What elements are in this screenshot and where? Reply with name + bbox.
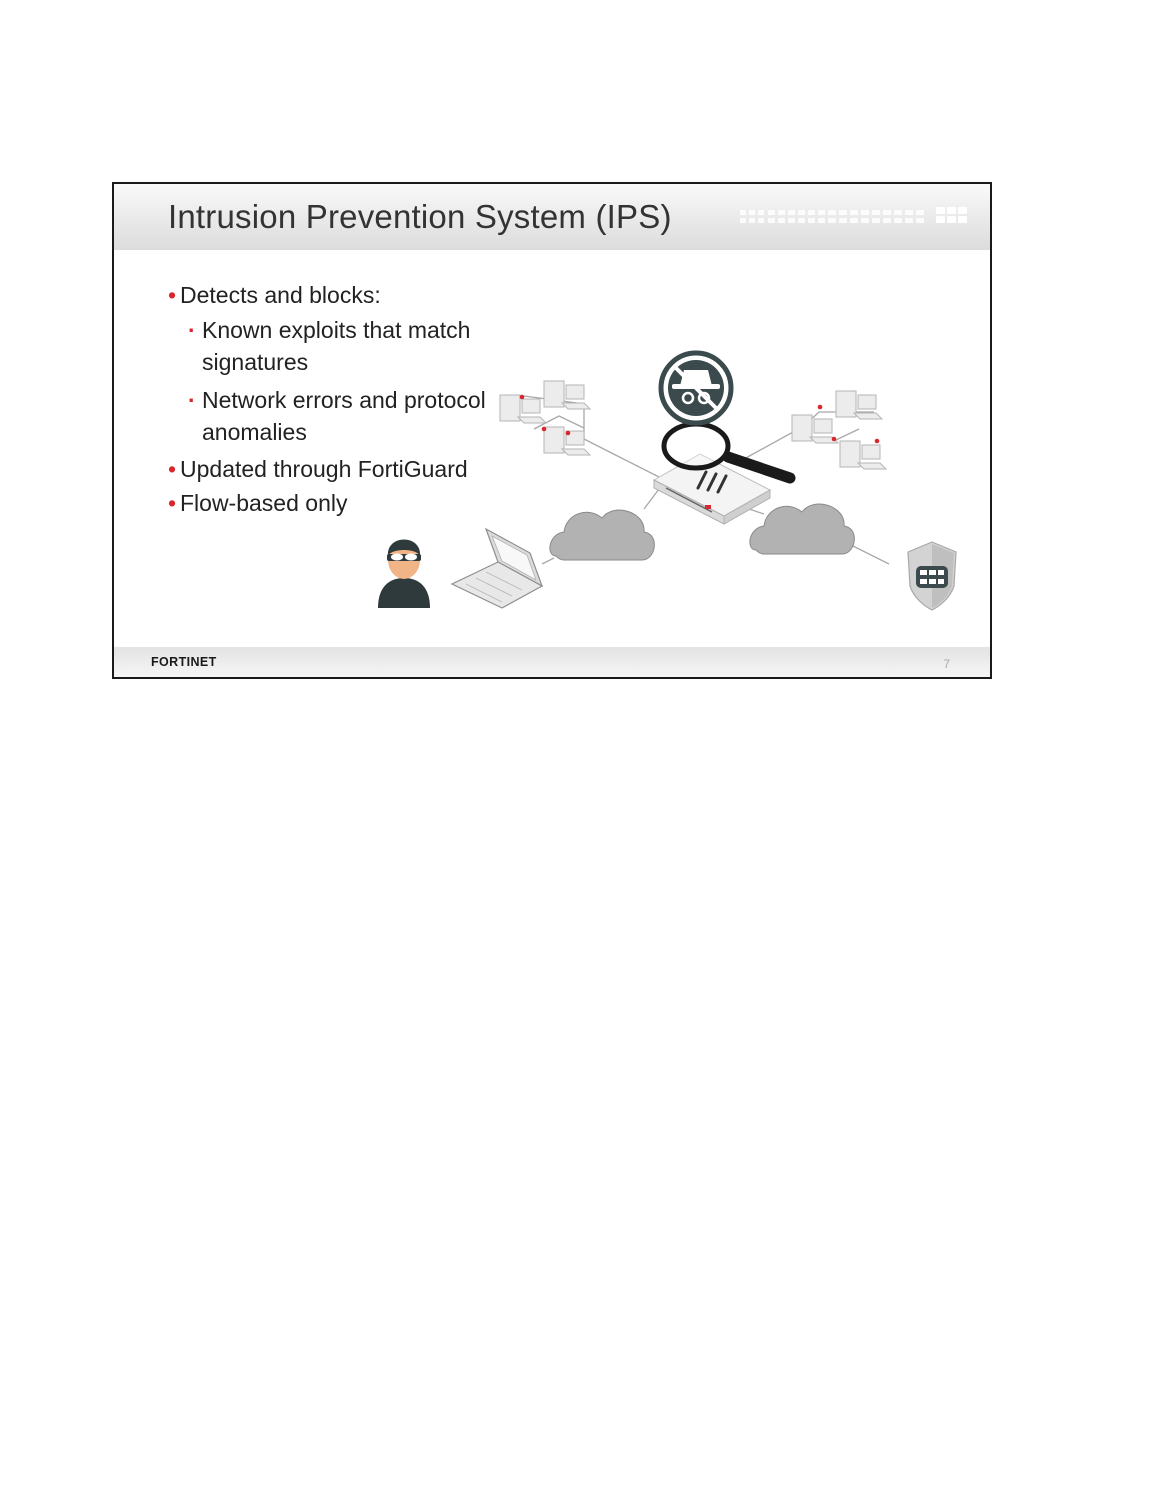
- cloud-icon: [750, 504, 854, 554]
- sub-bullet-network-errors: · Network errors and protocol anomalies: [168, 384, 488, 448]
- computer-cluster-icon: [500, 381, 590, 455]
- hacker-icon: [378, 540, 430, 609]
- svg-text:FORTINET: FORTINET: [151, 655, 217, 668]
- computer-cluster-icon: [792, 391, 886, 469]
- cloud-icon: [550, 510, 654, 560]
- slide-title: Intrusion Prevention System (IPS): [168, 198, 672, 235]
- slide-footer: [114, 647, 990, 677]
- no-spy-icon: [661, 353, 731, 423]
- bullet-flow-based: • Flow-based only: [168, 488, 488, 518]
- page-number: 7: [943, 657, 950, 671]
- bullet-fortiguard: • Updated through FortiGuard: [168, 454, 488, 484]
- sub-bullet-known-exploits: · Known exploits that match signatures: [168, 314, 488, 378]
- slide: [112, 182, 992, 679]
- fortinet-logo: [151, 655, 227, 668]
- shield-icon: [908, 542, 956, 610]
- ips-network-diagram: [114, 184, 990, 677]
- laptop-icon: [452, 529, 542, 608]
- bullet-detects: • Detects and blocks:: [168, 280, 488, 310]
